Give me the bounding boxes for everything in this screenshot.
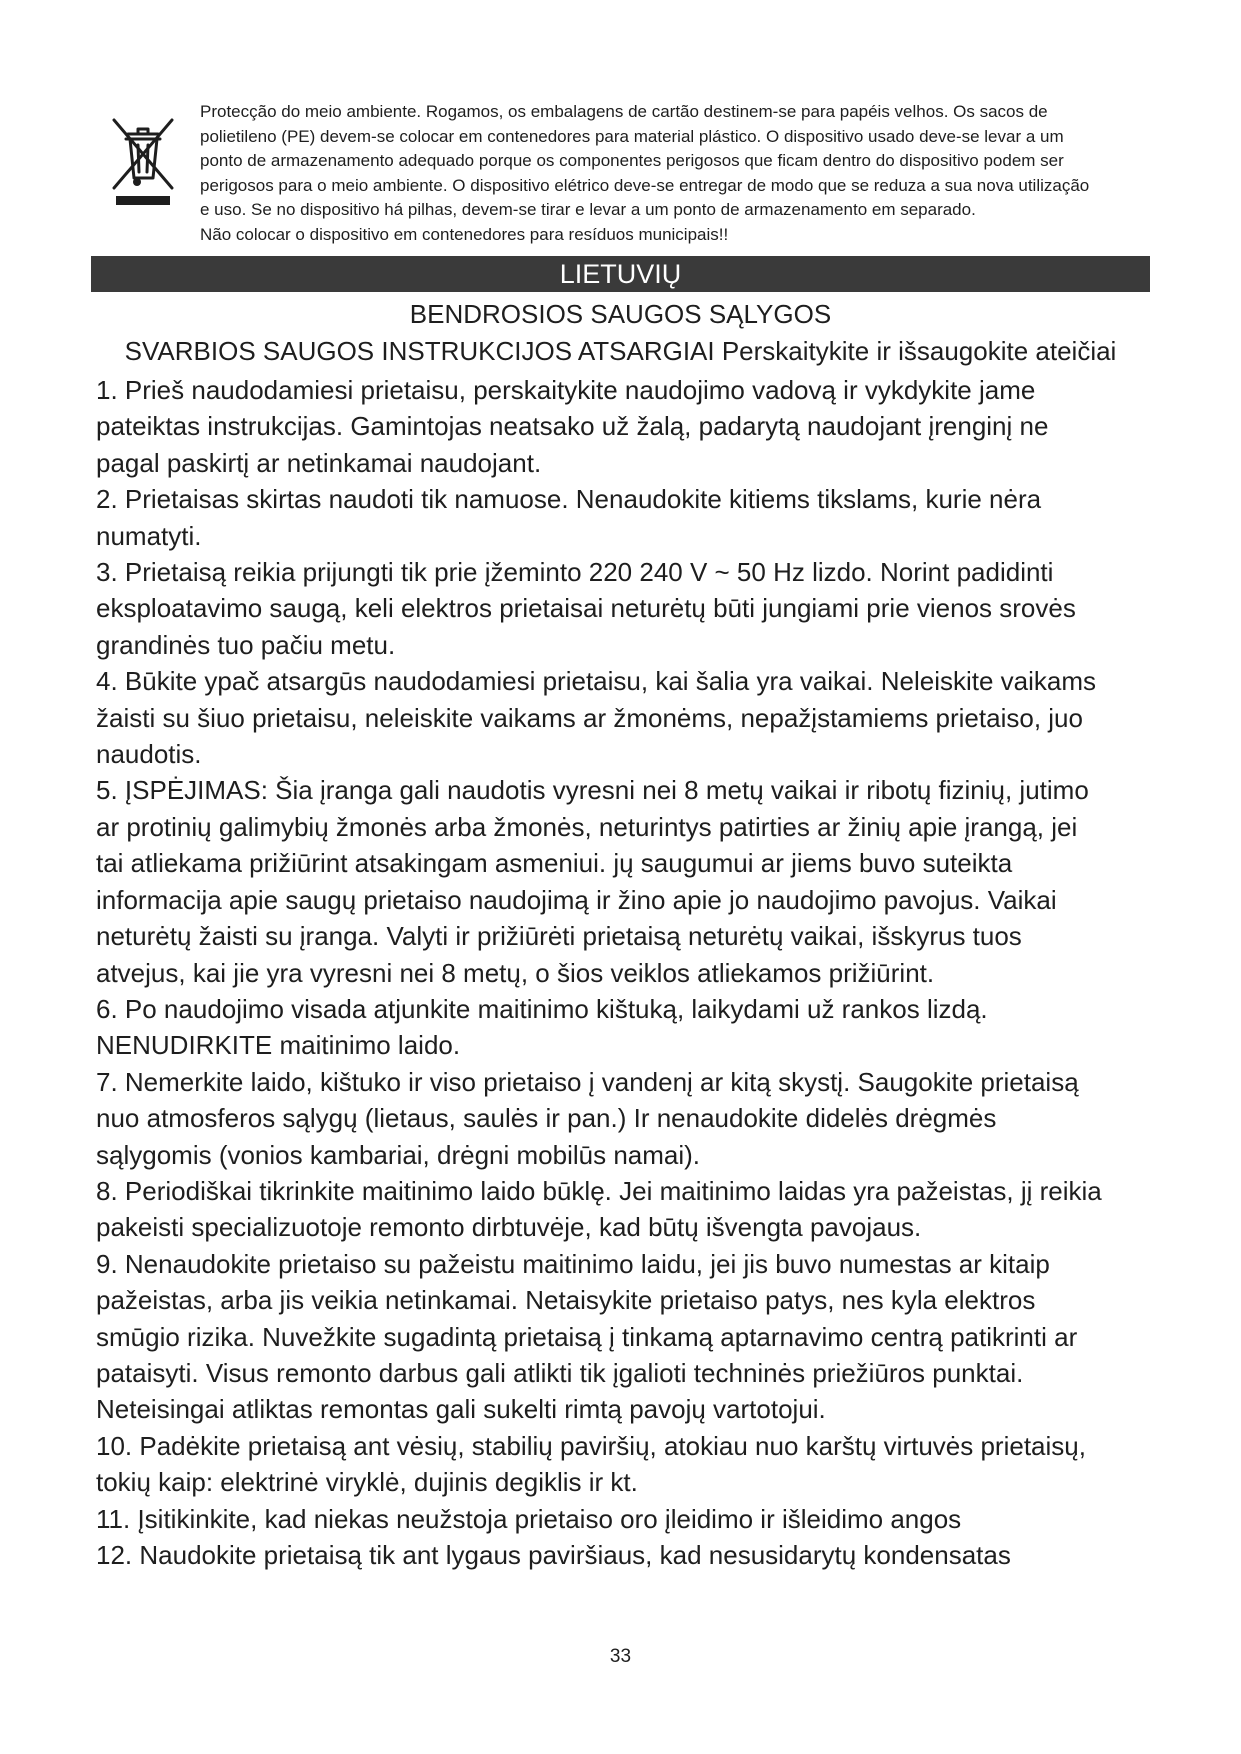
instruction-line: nuo atmosferos sąlygų (lietaus, saulės ir pan.) Ir nenaudokite didelės drėgmės (96, 1103, 997, 1134)
section-subheading: SVARBIOS SAUGOS INSTRUKCIJOS ATSARGIAI Perskaitykite ir išsaugokite ateičiai (124, 336, 1117, 366)
instruction-line: eksploatavimo saugą, keli elektros prietaisai neturėtų būti jungiami prie vienos srovės (96, 593, 1076, 624)
instruction-line: ar protinių galimybių žmonės arba žmonės, neturintys patirties ar žinių apie įrangą, jei (96, 811, 1078, 842)
environment-line: Protecção do meio ambiente. Rogamos, os embalagens de cartão destinem-se para papéis velhos. Os sacos de (200, 102, 1048, 121)
instruction-line: 10. Padėkite prietaisą ant vėsių, stabilių paviršių, atokiau nuo karštų virtuvės prietaisų, (96, 1430, 1086, 1461)
instruction-line: pagal paskirtį ar netinkamai naudojant. (96, 447, 542, 478)
section-heading: BENDROSIOS SAUGOS SĄLYGOS (409, 299, 832, 329)
environment-line: e uso. Se no dispositivo há pilhas, devem-se tirar e levar a um ponto de armazenamento em separado. (200, 200, 976, 219)
safety-instructions (96, 372, 1156, 1573)
instruction-line: pateiktas instrukcijas. Gamintojas neatsako už žalą, padarytą naudojant įrenginį ne (96, 411, 1049, 442)
environment-line: polietileno (PE) devem-se colocar em contenedores para material plástico. O dispositivo usado deve-se levar a um (200, 126, 1064, 146)
instruction-line: sąlygomis (vonios kambariai, drėgni mobilūs namai). (96, 1139, 701, 1170)
environment-line: ponto de armazenamento adequado porque os componentes perigosos que ficam dentro do dispositivo podem ser (200, 151, 1064, 170)
instruction-line: naudotis. (96, 739, 202, 770)
instruction-line: žaisti su šiuo prietaisu, neleiskite vaikams ar žmonėms, nepažįstamiems prietaiso, juo (96, 702, 1083, 733)
instruction-line: 9. Nenaudokite prietaiso su pažeistu maitinimo laidu, jei jis buvo numestas ar kitaip (96, 1248, 1050, 1279)
environment-line: Não colocar o dispositivo em contenedores para resíduos municipais!! (200, 224, 729, 244)
instruction-line: 1. Prieš naudodamiesi prietaisu, perskaitykite naudojimo vadovą ir vykdykite jame (96, 375, 1036, 405)
instruction-line: 6. Po naudojimo visada atjunkite maitinimo kištuką, laikydami už rankos lizdą. (96, 993, 988, 1024)
page-number: 33 (609, 1646, 632, 1667)
instruction-line: 3. Prietaisą reikia prijungti tik prie įžeminto 220 240 V ~ 50 Hz lizdo. Norint padidinti (96, 557, 1054, 588)
instruction-line: 12. Naudokite prietaisą tik ant lygaus paviršiaus, kad nesusidarytų kondensatas (96, 1540, 1011, 1570)
instruction-line: NENUDIRKITE maitinimo laido. (96, 1030, 461, 1061)
instruction-line: 2. Prietaisas skirtas naudoti tik namuose. Nenaudokite kitiems tikslams, kurie nėra (96, 484, 1042, 515)
environment-notice (110, 100, 1160, 244)
instruction-line: 5. ĮSPĖJIMAS: Šia įranga gali naudotis vyresni nei 8 metų vaikai ir ribotų fizinių, jutimo (96, 775, 1089, 806)
instruction-line: informacija apie saugų prietaiso naudojimą ir žino apie jo naudojimo pavojus. Vaikai (96, 884, 1057, 915)
environment-text (200, 100, 1241, 247)
instruction-line: 7. Nemerkite laido, kištuko ir viso prietaiso į vandenį ar kitą skystį. Saugokite prietaisą (96, 1066, 1079, 1097)
instruction-line: tai atliekama prižiūrint atsakingam asmeniui. jų saugumui ar jiems buvo suteikta (96, 848, 1013, 879)
instruction-line: 11. Įsitikinkite, kad niekas neužstoja prietaiso oro įleidimo ir išleidimo angos (96, 1503, 962, 1534)
instruction-line: 8. Periodiškai tikrinkite maitinimo laido būklę. Jei maitinimo laidas yra pažeistas, jį reikia (96, 1175, 1102, 1206)
instruction-line: tokių kaip: elektrinė viryklė, dujinis degiklis ir kt. (96, 1467, 638, 1498)
environment-line: perigosos para o meio ambiente. O dispositivo elétrico deve-se entregar de modo que se reduza a sua nova utilização (200, 175, 1090, 195)
instruction-line: numatyti. (96, 520, 202, 551)
instruction-line: atvejus, kai jie yra vyresni nei 8 metų, o šios veiklos atliekamos prižiūrint. (96, 957, 935, 988)
instruction-line: smūgio rizika. Nuvežkite sugadintą prietaisą į tinkamą aptarnavimo centrą patikrinti ar (96, 1321, 1078, 1352)
instruction-line: pažeistas, arba jis veikia netinkamai. Netaisykite prietaiso patys, nes kyla elektros (96, 1285, 1036, 1316)
instruction-line: neturėtų žaisti su įranga. Valyti ir prižiūrėti prietaisą neturėtų vaikai, išskyrus tuos (96, 921, 1022, 952)
language-banner: LIETUVIŲ (91, 256, 1150, 292)
instruction-line: Neteisingai atliktas remontas gali sukelti rimtą pavojų vartotojui. (96, 1394, 826, 1425)
instruction-line: 4. Būkite ypač atsargūs naudodamiesi prietaisu, kai šalia yra vaikai. Neleiskite vaikams (96, 666, 1097, 697)
instruction-line: grandinės tuo pačiu metu. (96, 629, 396, 660)
crossed-out-wheelie-bin-icon (110, 112, 176, 206)
instruction-line: pakeisti specializuotoje remonto dirbtuvėje, kad būtų išvengta pavojaus. (96, 1212, 922, 1243)
instruction-line: pataisyti. Visus remonto darbus gali atlikti tik įgalioti techninės priežiūros punktai. (96, 1357, 1024, 1388)
